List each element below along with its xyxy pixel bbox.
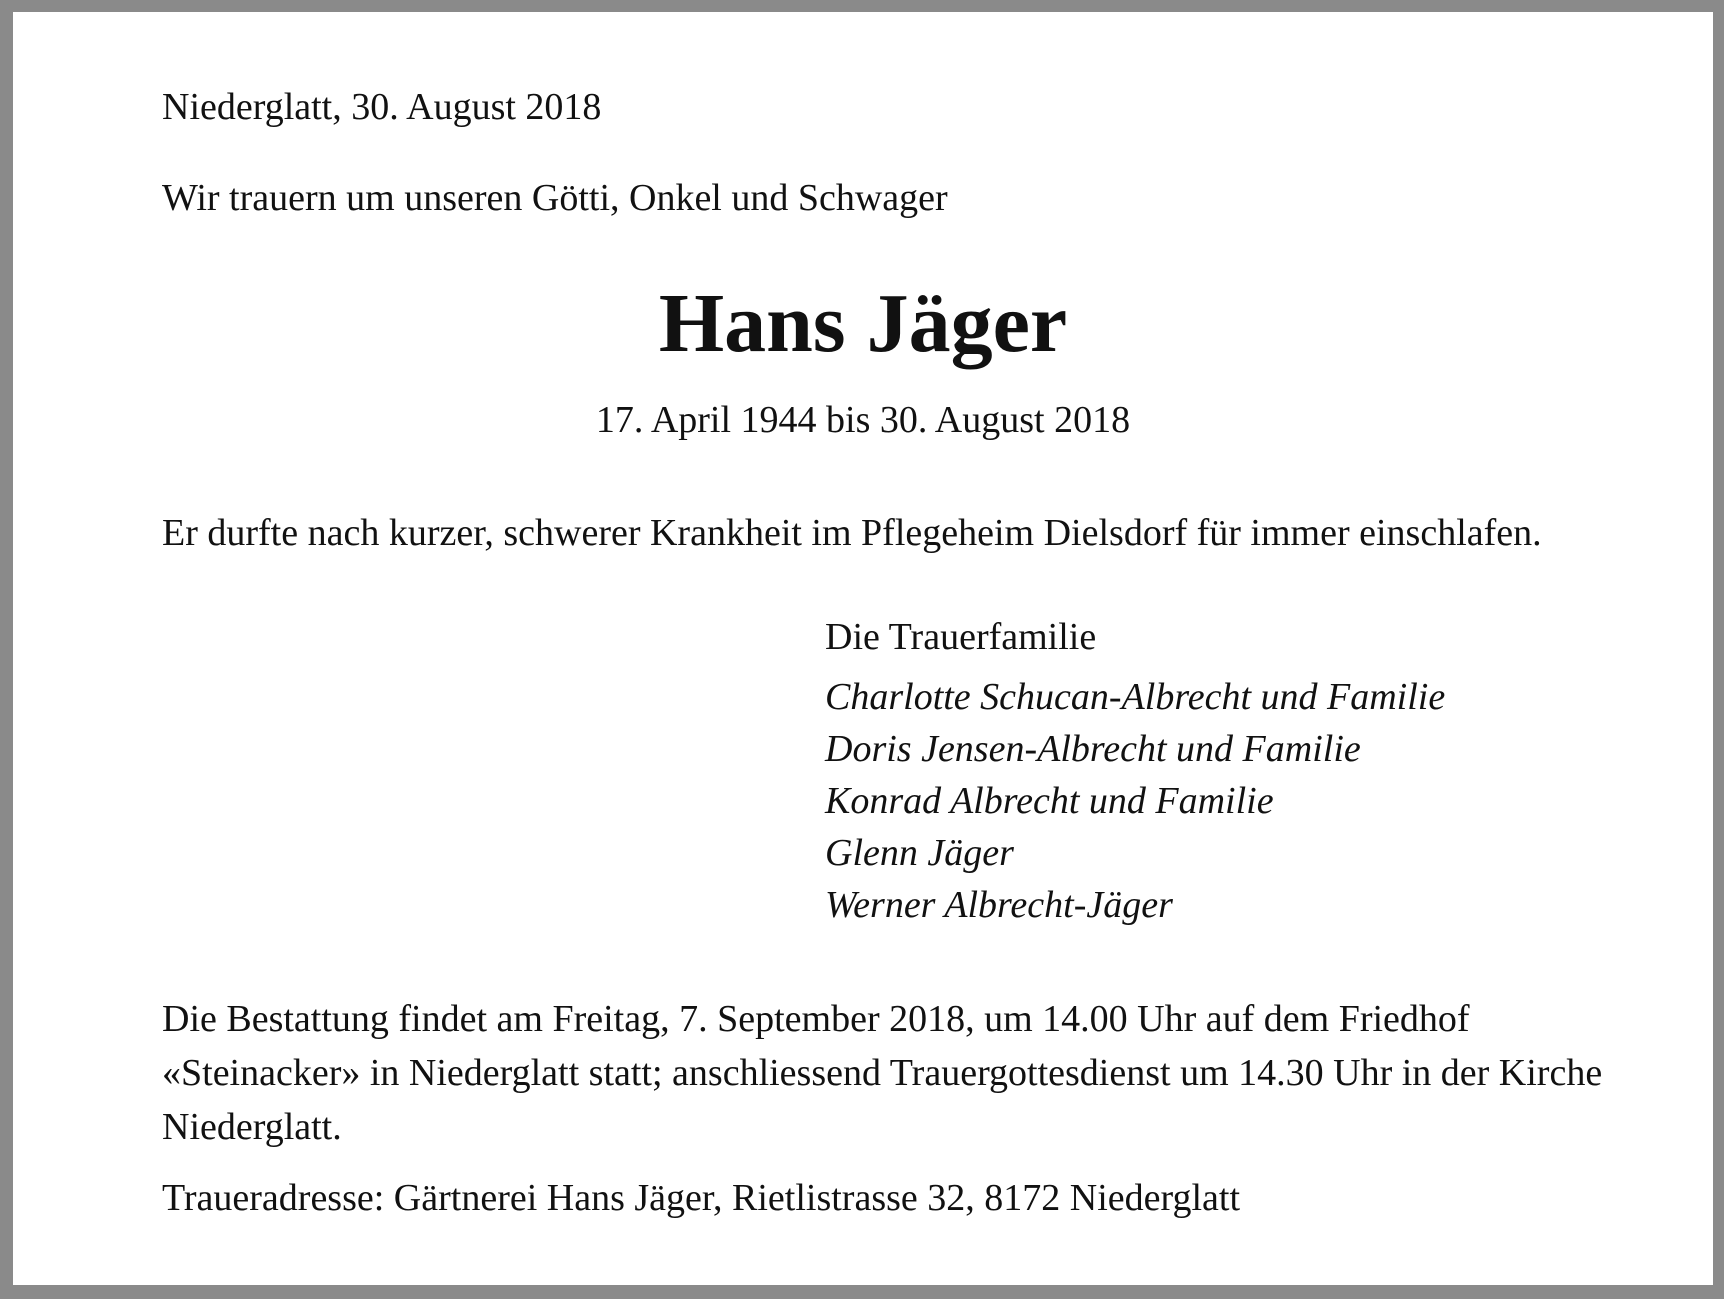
deceased-name: Hans Jäger (658, 277, 1068, 370)
life-dates: 17. April 1944 bis 30. August 2018 (595, 399, 1131, 441)
obituary-page (13, 12, 1713, 1285)
place-date: Niederglatt, 30. August 2018 (162, 86, 602, 128)
relative-name: Charlotte Schucan-Albrecht und Familie (825, 676, 1446, 718)
relative-name: Konrad Albrecht und Familie (825, 780, 1274, 822)
relative-name: Glenn Jäger (825, 832, 1014, 874)
mourning-address: Traueradresse: Gärtnerei Hans Jäger, Rietlistrasse 32, 8172 Niederglatt (162, 1177, 1241, 1219)
relative-name: Werner Albrecht-Jäger (825, 884, 1173, 926)
relatives-list (825, 675, 1445, 935)
family-heading: Die Trauerfamilie (825, 616, 1097, 658)
intro-line: Wir trauern um unseren Götti, Onkel und Schwager (162, 177, 948, 219)
relative-name: Doris Jensen-Albrecht und Familie (825, 728, 1361, 770)
funeral-info: Die Bestattung findet am Freitag, 7. September 2018, um 14.00 Uhr auf dem Friedhof «Steinacker» in Niederglatt statt; anschliessend Trauergottesdienst um 14.30 Uhr in der Kirche Niederglatt. (162, 998, 1603, 1148)
death-message: Er durfte nach kurzer, schwerer Krankheit im Pflegeheim Dielsdorf für immer einschlafen. (162, 512, 1542, 554)
